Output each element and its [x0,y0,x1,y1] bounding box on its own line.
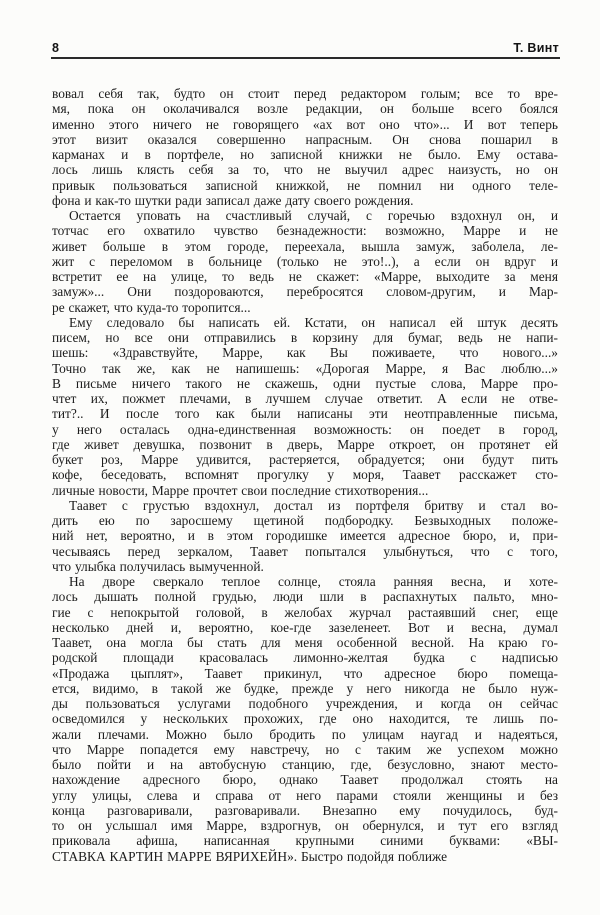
text-line: гие с непокрытой головой, в желобах журчал растаявший снег, еще [52,604,558,620]
paragraph [52,208,558,315]
text-line: букет роз, Марре удивится, растеряется, обрадуется; они будут пить [52,452,558,467]
text-line: углу улицы, слева и справа от него парами стояли женщины и без [52,787,558,803]
text-line: у него осталась одна-единственная возможность: он поедет в город, [52,421,558,437]
text-line: ре скажет, что куда-то торопится... [52,299,251,315]
text-line: В письме ничего такого не скажешь, одни пустые слова, Марре про- [52,375,558,391]
text-line: шешь: «Здравствуйте, Марре, как Вы поживаете, что нового...» [52,345,558,361]
text-line: нахождение адресного бюро, однако Таавет продолжал стоять на [52,772,558,788]
text-line: Таавет с грустью вздохнул, достал из портфеля бритву и стал во- [69,497,558,513]
text-line: мя, пока он околачивался возле редакции, он больше всего боялся [52,101,558,117]
text-line: что улыбка получилась вымученной. [52,558,264,574]
page-header [52,41,559,55]
text-line: осведомился у нескольких прохожих, где оно находится, те лишь по- [52,711,558,727]
text-line: тит?.. И после того как были написаны эти неотправленные письма, [52,406,558,422]
text-line: СТАВКА КАРТИН МАРРЕ ВЯРИХЕЙН». Быстро подойдя поближе [52,848,448,864]
text-line: несколько дней и, вероятно, кое-где зазеленеет. Вот и весна, думал [52,619,558,635]
text-line: На дворе сверкало теплое солнце, стояла ранняя весна, и хоте- [69,574,558,589]
page-body [52,86,558,864]
text-line: чесываясь перед зеркалом, Таавет попытался улыбнуться, что с того, [52,543,558,559]
text-line: встретит ее на улице, то ведь не скажет: «Марре, выходите за меня [52,269,558,284]
text-line: Таавет, она могла бы стать для меня особенной весной. На краю го- [52,635,558,650]
text-line: Остается уповать на счастливый случай, с горечью вздохнул он, и [69,208,558,223]
text-line: личные новости, Марре прочтет свои последние стихотворения... [52,482,429,498]
text-line: жит с переломом в больнице (только не это!..), а если он вдруг и [52,253,558,269]
text-line: вовал себя так, будто он стоит перед редактором голым; все то вре- [52,86,558,101]
header-rule [51,57,560,59]
text-line: родской площади красовалась лимонно-желтая будка с надписью [52,650,558,666]
page-number: 8 [52,41,60,55]
paragraph [52,574,558,864]
text-line: Ему следовало бы написать ей. Кстати, он написал ей штук десять [69,314,558,330]
running-title-author: Т. Винт [513,41,559,55]
text-line: лось лишь клясть себя за то, что не выучил адрес наизусть, но он [52,162,558,178]
text-line: живет больше в этом городе, переехала, вышла замуж, заболела, ле- [52,238,558,254]
text-line: писем, но все они отправились в корзину для бумаг, ведь не напи- [52,330,558,345]
text-line: лось дышать полной грудью, люди шли в распахнутых пальто, мно- [52,589,558,605]
text-line: дить ею по заросшему щетиной подбородку. Безвыходных положе- [52,513,558,528]
text-line: то он услышал имя Марре, вздрогнув, он обернулся, и тут его взгляд [52,818,558,833]
text-line: чтет их, пожмет плечами, в лучшем случае ответит. А если не отве- [52,391,558,406]
text-line: ется, видимо, в такой же будке, прежде у него никогда не было нуж- [52,680,558,696]
text-line: было пойти и на автобусную станцию, где, безусловно, знают место- [52,757,558,772]
text-line: этот визит оказался совершенно напрасным. Он снова пошарил в [52,131,558,147]
text-line: ды пользоваться услугами подобного учреждения, и когда он сейчас [52,696,558,711]
text-line: замуж»... Они поздороваются, перебросятся словом-другим, и Мар- [52,284,558,300]
text-line: что Марре попадется ему навстречу, но с таким же успехом можно [52,741,558,757]
text-line: привык пользоваться записной книжкой, не помнил ни одного теле- [52,177,558,193]
text-line: приковала афиша, написанная крупными синими буквами: «ВЫ- [52,833,558,849]
text-line: тотчас его охватило чувство безнадежности: возможно, Марре и не [52,223,558,239]
text-line: карманах и в портфеле, но записной книжки не было. Ему остава- [52,147,558,162]
paragraph [52,86,558,208]
text-line: жали плечами. Можно было бродить по улицам наугад и надеяться, [52,726,558,742]
text-line: ний нет, вероятно, и в этом городишке имеется адресное бюро, и, при- [52,528,558,544]
text-line: где живет девушка, позвонит в дверь, Марре откроет, он протянет ей [52,436,558,452]
text-line: «Продажа цыплят», Таавет прикинул, что адресное бюро помеща- [52,665,558,681]
paragraph [52,315,558,498]
text-line: кофе, беседовать, вспомнят прогулку у моря, Таавет расскажет сто- [52,467,558,483]
text-line: Точно так же, как не напишешь: «Дорогая Марре, я Вас люблю...» [52,360,558,376]
text-line: фона и как-то шутки ради записал даже дату своего рождения. [52,192,414,208]
paragraph [52,498,558,574]
text-line: именно этого ничего не говорящего «ах вот оно что»... И вот теперь [52,116,558,132]
text-line: конца разговаривали, разговаривали. Внезапно ему почудилось, буд- [52,802,558,818]
